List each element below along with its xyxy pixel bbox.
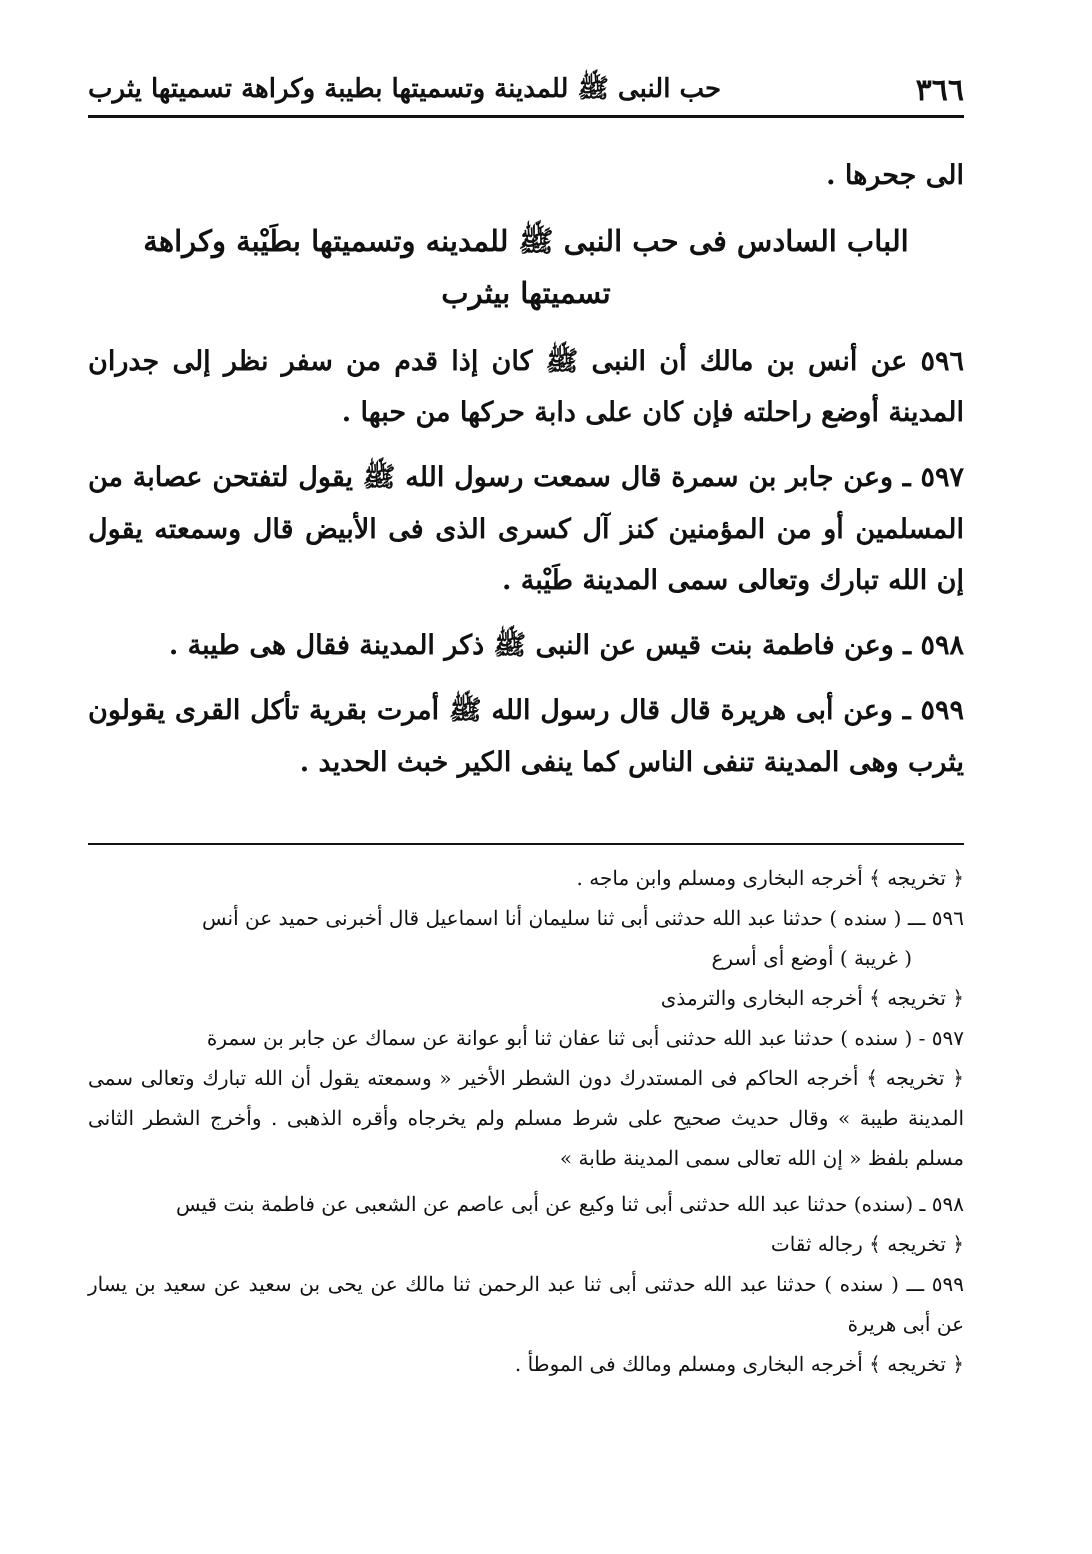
chapter-heading-line1: الباب السادس فى حب النبى ﷺ للمدينه وتسميتها بطَيْبة وكراهة — [143, 224, 909, 259]
footnotes — [88, 858, 964, 1384]
hadith-596: ٥٩٦ عن أنس بن مالك أن النبى ﷺ كان إذا قدم من سفر نظر إلى جدران المدينة أوضع راحلته فإن كان على دابة حركها من حبها . — [88, 345, 964, 428]
page-number: ٣٦٦ — [915, 73, 964, 108]
footnote-sanad-598: ٥٩٨ ـ (سنده) حدثنا عبد الله حدثنى أبى ثنا وكيع عن أبى عاصم عن الشعبى عن فاطمة بنت قيس — [175, 1192, 964, 1216]
continuation-line: الى جحرها . — [826, 160, 964, 191]
chapter-heading-line2: تسميتها بيثرب — [441, 276, 611, 311]
running-title: حب النبى ﷺ للمدينة وتسميتها بطيبة وكراهة تسميتها يثرب — [88, 73, 722, 104]
footnote-takhrij-599: ﴿ تخريجه ﴾ أخرجه البخارى ومسلم ومالك فى الموطأ . — [514, 1352, 964, 1376]
chapter-heading — [88, 215, 964, 319]
footnote-gharib-596: ( غريبة ) أوضع أى أسرع — [711, 946, 912, 970]
footnote-sanad-596: ٥٩٦ ـــ ( سنده ) حدثنا عبد الله حدثنى أبى ثنا سليمان أنا اسماعيل قال أخبرنى حميد عن أنس — [202, 906, 964, 930]
footnote-sanad-597: ٥٩٧ - ( سنده ) حدثنا عبد الله حدثنى أبى ثنا عفان ثنا أبو عوانة عن سماك عن جابر بن سمرة — [206, 1026, 964, 1050]
hadith-598: ٥٩٨ ـ وعن فاطمة بنت قيس عن النبى ﷺ ذكر المدينة فقال هى طيبة . — [168, 630, 964, 662]
footnote-takhrij-596: ﴿ تخريجه ﴾ أخرجه البخارى والترمذى — [660, 986, 964, 1010]
footnote-divider — [88, 843, 964, 845]
footnote-sanad-599: ٥٩٩ ـــ ( سنده ) حدثنا عبد الله حدثنى أبى ثنا عبد الرحمن ثنا مالك عن يحى بن سعيد عن سعيد بن يسار عن أبى هريرة — [88, 1272, 964, 1336]
main-text — [88, 150, 964, 802]
footnote-takhrij-595: ﴿ تخريجه ﴾ أخرجه البخارى ومسلم وابن ماجه . — [576, 866, 964, 890]
hadith-599: ٥٩٩ ـ وعن أبى هريرة قال قال رسول الله ﷺ أمرت بقرية تأكل القرى يقولون يثرب وهى المدينة تنفى الناس كما ينفى الكير خبث الحديد . — [88, 695, 964, 778]
footnote-takhrij-597: ﴿ تخريجه ﴾ أخرجه الحاكم فى المستدرك دون الشطر الأخير « وسمعته يقول أن الله تبارك وتعالى سمى المدينة طيبة » وقال حديث صحيح على شرط مسلم ولم يخرجاه وأقره الذهبى . وأخرج الشطر الثانى مسلم بلفظ « إن الله تعالى سمى المدينة طابة » — [88, 1066, 964, 1170]
hadith-597: ٥٩٧ ـ وعن جابر بن سمرة قال سمعت رسول الله ﷺ يقول لتفتحن عصابة من المسلمين أو من المؤمنين كنز آل كسرى الذى فى الأبيض قال وسمعته يقول إن الله تبارك وتعالى سمى المدينة طَيْبة . — [88, 462, 964, 596]
running-header — [88, 66, 964, 118]
footnote-takhrij-598: ﴿ تخريجه ﴾ رجاله ثقات — [770, 1232, 964, 1256]
